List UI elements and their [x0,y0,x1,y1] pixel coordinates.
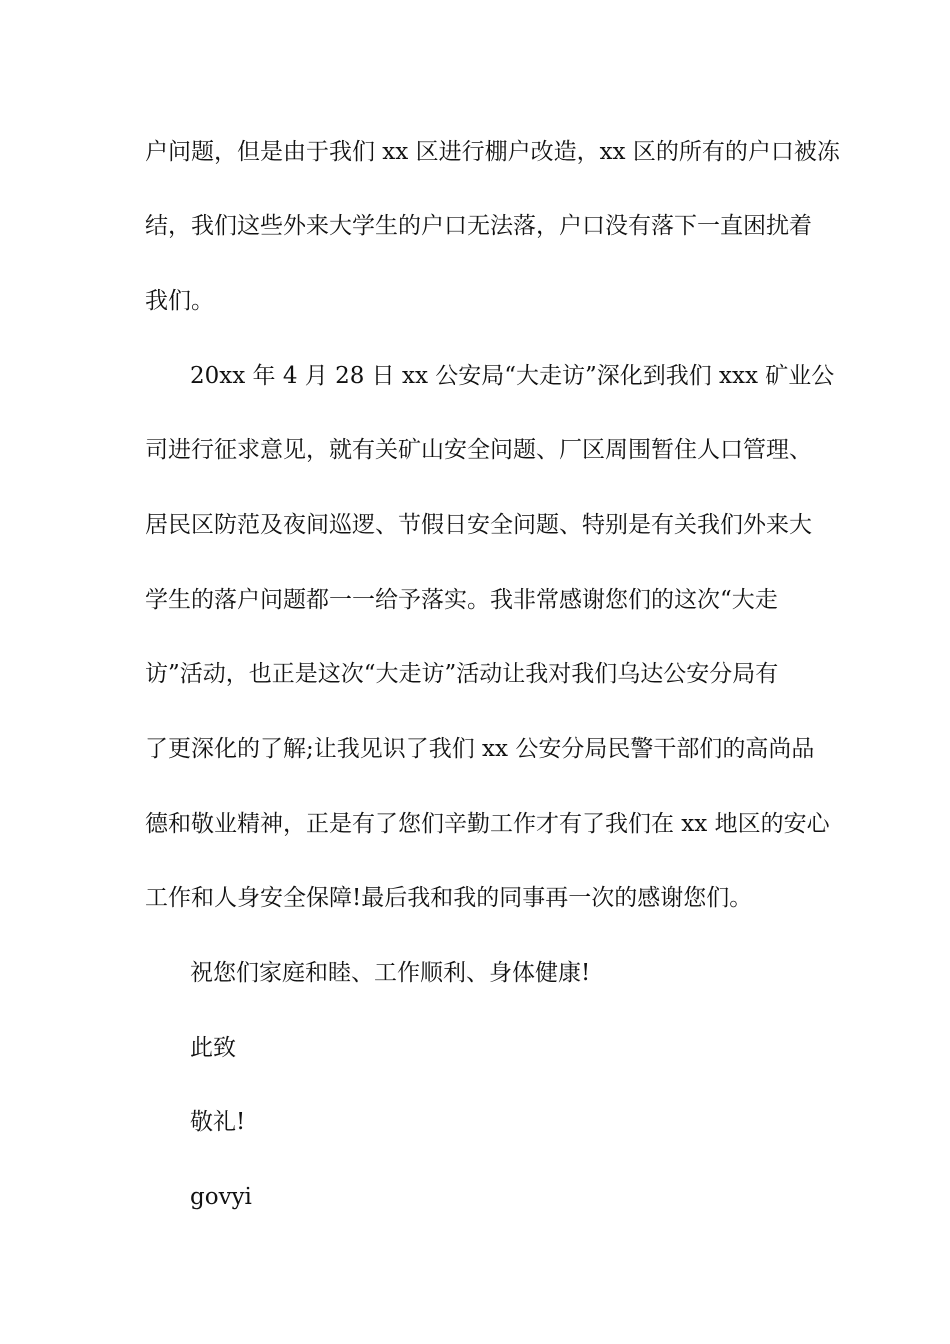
paragraph-line: 户问题，但是由于我们 xx 区进行棚户改造，xx 区的所有的户口被冻 [145,139,840,165]
paragraph-line: 20xx 年 4 月 28 日 xx 公安局“大走访”深化到我们 xxx 矿业公 [190,363,835,389]
paragraph-line: 居民区防范及夜间巡逻、节假日安全问题、特别是有关我们外来大 [145,512,812,538]
paragraph-line: 工作和人身安全保障!最后我和我的同事再一次的感谢您们。 [145,885,753,911]
paragraph-line: 了更深化的了解;让我见识了我们 xx 公安分局民警干部们的高尚品 [145,736,815,762]
paragraph-line: 司进行征求意见，就有关矿山安全问题、厂区周围暂住人口管理、 [145,437,812,463]
paragraph-line: 我们。 [145,288,214,314]
signature-line: govyi [190,1184,252,1210]
paragraph-line: 德和敬业精神，正是有了您们辛勤工作才有了我们在 xx 地区的安心 [145,811,830,837]
closing-line: 此致 [190,1035,236,1061]
paragraph-line: 访”活动，也正是这次“大走访”活动让我对我们乌达公安分局有 [145,661,779,687]
paragraph-line: 学生的落户问题都一一给予落实。我非常感谢您们的这次“大走 [145,587,778,613]
paragraph-line: 结，我们这些外来大学生的户口无法落，户口没有落下一直困扰着 [145,213,812,239]
salutation-line: 敬礼! [190,1109,246,1135]
greeting-line: 祝您们家庭和睦、工作顺利、身体健康! [190,960,591,986]
